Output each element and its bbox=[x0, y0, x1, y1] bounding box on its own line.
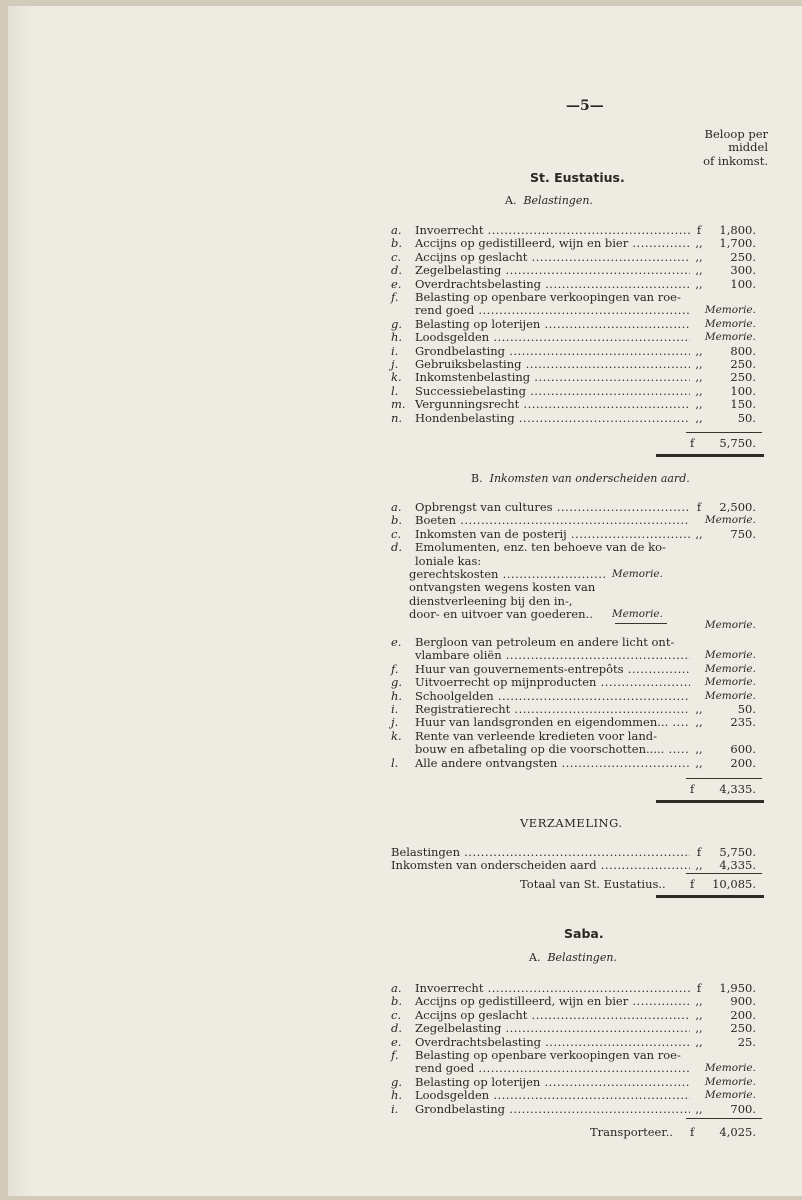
row-label: Accijns op geslacht ..... bbox=[415, 1009, 690, 1022]
row-currency: f bbox=[696, 223, 702, 237]
row-label: Successiebelasting ..... bbox=[415, 385, 690, 398]
row-value: 100. bbox=[730, 276, 756, 291]
summary-end-rule bbox=[656, 895, 764, 898]
row-letter: h. bbox=[391, 688, 403, 703]
eustatius-b2-row bbox=[391, 663, 762, 676]
row-label: Belasting op openbare verkoopingen van roe- bbox=[415, 290, 681, 304]
eustatius-a-row bbox=[391, 291, 762, 304]
row-currency: ,, bbox=[695, 702, 703, 716]
eustatius-a-row bbox=[391, 398, 762, 411]
subitem-value: Memorie. bbox=[611, 568, 663, 580]
row-value: 1,700. bbox=[719, 236, 756, 251]
summary-row bbox=[391, 859, 762, 872]
saba-a-row bbox=[391, 982, 762, 995]
row-label: Vergunningsrecht ..... bbox=[415, 398, 690, 411]
eustatius-title: St. Eustatius. bbox=[530, 170, 625, 185]
row-label: Overdrachtsbelasting ..... bbox=[415, 278, 690, 291]
row-currency: ,, bbox=[695, 1034, 703, 1049]
row-letter: j. bbox=[391, 357, 399, 371]
saba-a-row bbox=[391, 1036, 762, 1049]
saba-a-row bbox=[391, 1103, 762, 1116]
subitem-row bbox=[409, 568, 663, 581]
eustatius-b2-row bbox=[391, 690, 762, 703]
row-label: rend goed ..... bbox=[415, 304, 690, 317]
row-label: loniale kas: bbox=[415, 553, 482, 568]
subitem-label: dienstverleening bij den in-, bbox=[409, 593, 573, 608]
row-label: Invoerrecht ..... bbox=[415, 224, 690, 237]
eustatius-b-heading-letter: B. bbox=[471, 472, 483, 485]
summary-row-value: 5,750. bbox=[719, 845, 756, 859]
row-letter: g. bbox=[391, 316, 403, 331]
eustatius-a-row bbox=[391, 304, 762, 317]
row-value: 235. bbox=[730, 715, 756, 730]
summary-total-label: Totaal van St. Eustatius.. bbox=[520, 877, 666, 891]
row-value: 700. bbox=[730, 1101, 756, 1116]
saba-a-row bbox=[391, 1022, 762, 1035]
eustatius-b2-row bbox=[391, 757, 762, 770]
row-letter: i. bbox=[391, 702, 399, 716]
row-letter: l. bbox=[391, 383, 399, 398]
row-value: 100. bbox=[730, 383, 756, 398]
row-value: Memorie. bbox=[704, 1089, 756, 1102]
eustatius-b2-row bbox=[391, 676, 762, 689]
row-value: 800. bbox=[730, 343, 756, 358]
row-label: Belasting op loterijen ..... bbox=[415, 1076, 690, 1089]
row-currency: ,, bbox=[695, 994, 703, 1009]
row-currency: ,, bbox=[695, 263, 703, 278]
row-label: Grondbelasting ..... bbox=[415, 345, 690, 358]
subitem-label: gerechtskosten ..... bbox=[409, 568, 605, 581]
row-label: Loodsgelden ..... bbox=[415, 1089, 690, 1102]
eustatius-b-total-rule bbox=[686, 778, 762, 779]
row-label: Belasting op openbare verkoopingen van roe- bbox=[415, 1048, 681, 1062]
eustatius-b-total-cur: f bbox=[690, 782, 695, 796]
eustatius-b2-row bbox=[391, 703, 762, 716]
row-value: 900. bbox=[730, 994, 756, 1009]
row-label: Overdrachtsbelasting ..... bbox=[415, 1036, 690, 1049]
row-label: Huur van gouvernements-entrepôts ..... bbox=[415, 663, 690, 676]
eustatius-a-row bbox=[391, 224, 762, 237]
subitem-label: door- en uitvoer van goederen.. bbox=[409, 607, 593, 622]
eustatius-b-row bbox=[391, 528, 762, 541]
row-label: Accijns op gedistilleerd, wijn en bier ..... bbox=[415, 237, 690, 250]
saba-a-row bbox=[391, 1049, 762, 1062]
row-letter: m. bbox=[391, 397, 406, 412]
row-label: Accijns op geslacht ..... bbox=[415, 251, 690, 264]
row-value: 250. bbox=[730, 357, 756, 371]
row-letter: b. bbox=[391, 236, 403, 251]
saba-a-row bbox=[391, 1076, 762, 1089]
eustatius-b-row bbox=[391, 541, 762, 554]
row-label: rend goed ..... bbox=[415, 1062, 690, 1075]
row-currency: ,, bbox=[695, 383, 703, 398]
eustatius-a-row bbox=[391, 318, 762, 331]
row-currency: ,, bbox=[695, 343, 703, 358]
row-value: 600. bbox=[730, 742, 756, 757]
page-number: —5— bbox=[566, 98, 604, 114]
row-label: Uitvoerrecht op mijnproducten ..... bbox=[415, 676, 690, 689]
row-currency: ,, bbox=[695, 1007, 703, 1022]
column-header bbox=[688, 128, 768, 168]
saba-a-row bbox=[391, 1009, 762, 1022]
row-label: Hondenbelasting ..... bbox=[415, 412, 690, 425]
eustatius-a-row bbox=[391, 264, 762, 277]
saba-a-row bbox=[391, 1089, 762, 1102]
row-letter: a. bbox=[391, 223, 402, 237]
row-letter: i. bbox=[391, 343, 399, 358]
row-letter: c. bbox=[391, 249, 402, 264]
row-value: 25. bbox=[737, 1034, 756, 1049]
eustatius-b-row bbox=[391, 555, 762, 568]
row-value: Memorie. bbox=[704, 649, 756, 662]
row-letter: f. bbox=[391, 1048, 399, 1062]
row-label: Huur van landsgronden en eigendommen... ..... bbox=[415, 716, 690, 729]
row-value: Memorie. bbox=[704, 676, 756, 689]
row-currency: ,, bbox=[695, 715, 703, 730]
eustatius-a-heading-letter: A. bbox=[505, 194, 517, 207]
row-currency: ,, bbox=[695, 357, 703, 371]
row-label: Belasting op loterijen ..... bbox=[415, 318, 690, 331]
row-currency: ,, bbox=[695, 249, 703, 264]
row-label: Inkomsten van de posterij ..... bbox=[415, 528, 690, 541]
row-value: Memorie. bbox=[704, 514, 756, 527]
summary-total-rule bbox=[686, 873, 762, 874]
row-label: Zegelbelasting ..... bbox=[415, 1022, 690, 1035]
column-header-line-2: middel bbox=[728, 140, 768, 155]
row-label: Registratierecht ..... bbox=[415, 703, 690, 716]
row-letter: a. bbox=[391, 981, 402, 995]
row-label: Alle andere ontvangsten ..... bbox=[415, 757, 690, 770]
row-currency: f bbox=[696, 500, 702, 514]
summary-title: VERZAMELING. bbox=[520, 816, 623, 830]
saba-a-heading-text: Belastingen. bbox=[547, 951, 617, 964]
row-currency: ,, bbox=[695, 397, 703, 412]
row-value: 300. bbox=[730, 263, 756, 278]
row-value: 50. bbox=[737, 410, 756, 425]
row-letter: n. bbox=[391, 410, 403, 425]
row-letter: b. bbox=[391, 994, 403, 1009]
row-letter: e. bbox=[391, 1034, 402, 1049]
row-letter: g. bbox=[391, 675, 403, 690]
row-letter: f. bbox=[391, 661, 399, 676]
row-value: 200. bbox=[730, 755, 756, 770]
row-letter: j. bbox=[391, 715, 399, 730]
row-currency: ,, bbox=[695, 742, 703, 757]
row-currency: ,, bbox=[695, 755, 703, 770]
row-letter: h. bbox=[391, 1088, 403, 1103]
row-value: 1,800. bbox=[719, 223, 756, 237]
eustatius-a-row bbox=[391, 331, 762, 344]
row-letter: l. bbox=[391, 755, 399, 770]
row-letter: c. bbox=[391, 526, 402, 541]
eustatius-b-subtotal-rule bbox=[615, 623, 667, 624]
eustatius-b2-row bbox=[391, 716, 762, 729]
eustatius-b2-row bbox=[391, 730, 762, 743]
row-currency: ,, bbox=[695, 1021, 703, 1036]
transport-rule bbox=[686, 1118, 762, 1119]
row-letter: d. bbox=[391, 540, 403, 555]
row-value: Memorie. bbox=[704, 304, 756, 317]
row-label: Bergloon van petroleum en andere licht ont- bbox=[415, 635, 675, 649]
eustatius-b2-row bbox=[391, 743, 762, 756]
saba-a-row bbox=[391, 995, 762, 1008]
subitem-row bbox=[409, 581, 663, 594]
row-letter: f. bbox=[391, 290, 399, 304]
summary-row-value: 4,335. bbox=[719, 858, 756, 873]
eustatius-a-total-rule bbox=[686, 432, 762, 433]
eustatius-a-row bbox=[391, 412, 762, 425]
row-label: Accijns op gedistilleerd, wijn en bier ..... bbox=[415, 995, 690, 1008]
transport-cur: f bbox=[690, 1125, 695, 1139]
saba-a-row bbox=[391, 1062, 762, 1075]
eustatius-b-row bbox=[391, 501, 762, 514]
eustatius-b-total: 4,335. bbox=[719, 782, 756, 796]
page-gutter bbox=[8, 6, 32, 1196]
subitem-row bbox=[409, 608, 663, 621]
subitem-label: ontvangsten wegens kosten van bbox=[409, 580, 596, 595]
eustatius-b2-row bbox=[391, 636, 762, 649]
eustatius-a-row bbox=[391, 251, 762, 264]
row-value: Memorie. bbox=[704, 331, 756, 344]
document-page bbox=[8, 6, 802, 1196]
eustatius-a-total: 5,750. bbox=[719, 436, 756, 450]
summary-row-currency: f bbox=[696, 845, 702, 859]
row-letter: c. bbox=[391, 1007, 402, 1022]
row-currency: ,, bbox=[695, 526, 703, 541]
eustatius-b-subtotal: Memorie. bbox=[704, 619, 756, 631]
row-letter: e. bbox=[391, 276, 402, 291]
row-value: Memorie. bbox=[704, 1062, 756, 1075]
row-value: 750. bbox=[730, 526, 756, 541]
row-label: Emolumenten, enz. ten behoeve van de ko- bbox=[415, 540, 666, 555]
row-label: Zegelbelasting ..... bbox=[415, 264, 690, 277]
eustatius-b-heading-text: Inkomsten van onderscheiden aard. bbox=[489, 472, 690, 485]
row-label: Rente van verleende kredieten voor land- bbox=[415, 728, 657, 743]
summary-total: 10,085. bbox=[712, 877, 756, 891]
eustatius-a-end-rule bbox=[656, 454, 764, 457]
row-value: 250. bbox=[730, 249, 756, 264]
row-currency: ,, bbox=[695, 236, 703, 251]
row-label: bouw en afbetaling op die voorschotten..... ..... bbox=[415, 743, 690, 756]
transport-value: 4,025. bbox=[719, 1125, 756, 1139]
eustatius-a-row bbox=[391, 278, 762, 291]
row-currency: ,, bbox=[695, 410, 703, 425]
row-currency: ,, bbox=[695, 370, 703, 385]
transport-label: Transporteer.. bbox=[590, 1125, 673, 1139]
row-letter: h. bbox=[391, 330, 403, 345]
summary-row bbox=[391, 846, 762, 859]
row-label: Invoerrecht ..... bbox=[415, 982, 690, 995]
row-value: 250. bbox=[730, 1021, 756, 1036]
row-value: 250. bbox=[730, 370, 756, 385]
summary-row-label: Inkomsten van onderscheiden aard ..... bbox=[391, 859, 690, 872]
eustatius-a-row bbox=[391, 371, 762, 384]
row-letter: g. bbox=[391, 1074, 403, 1089]
row-letter: i. bbox=[391, 1101, 399, 1116]
saba-a-heading bbox=[529, 951, 617, 964]
row-currency: ,, bbox=[695, 1101, 703, 1116]
row-label: Gebruiksbelasting ..... bbox=[415, 358, 690, 371]
eustatius-a-row bbox=[391, 237, 762, 250]
saba-title: Saba. bbox=[564, 926, 604, 941]
column-header-line-3: of inkomst. bbox=[703, 153, 768, 168]
row-label: Inkomstenbelasting ..... bbox=[415, 371, 690, 384]
eustatius-a-row bbox=[391, 385, 762, 398]
row-label: Boeten ..... bbox=[415, 514, 690, 527]
row-value: 2,500. bbox=[719, 500, 756, 514]
row-letter: d. bbox=[391, 263, 403, 278]
row-label: Schoolgelden ..... bbox=[415, 690, 690, 703]
row-letter: a. bbox=[391, 500, 402, 514]
eustatius-b-end-rule bbox=[656, 800, 764, 803]
row-label: Loodsgelden ..... bbox=[415, 331, 690, 344]
row-value: Memorie. bbox=[704, 1075, 756, 1088]
row-label: Opbrengst van cultures ..... bbox=[415, 501, 690, 514]
eustatius-b2-row bbox=[391, 649, 762, 662]
row-currency: ,, bbox=[695, 276, 703, 291]
row-letter: e. bbox=[391, 635, 402, 649]
row-letter: d. bbox=[391, 1021, 403, 1036]
summary-row-label: Belastingen ..... bbox=[391, 846, 690, 859]
row-value: 200. bbox=[730, 1007, 756, 1022]
row-value: Memorie. bbox=[704, 662, 756, 675]
row-value: 50. bbox=[737, 702, 756, 716]
eustatius-a-heading-text: Belastingen. bbox=[523, 194, 593, 207]
row-value: 1,950. bbox=[719, 981, 756, 995]
eustatius-a-row bbox=[391, 345, 762, 358]
eustatius-a-total-cur: f bbox=[690, 436, 695, 450]
summary-row-currency: ,, bbox=[695, 858, 703, 873]
eustatius-b-row bbox=[391, 514, 762, 527]
eustatius-a-row bbox=[391, 358, 762, 371]
column-header-line-1: Beloop per bbox=[704, 127, 768, 141]
row-letter: k. bbox=[391, 370, 402, 385]
row-value: 150. bbox=[730, 397, 756, 412]
row-letter: k. bbox=[391, 728, 402, 743]
summary-total-cur: f bbox=[690, 877, 695, 891]
subitem-row bbox=[409, 595, 663, 608]
row-currency: f bbox=[696, 981, 702, 995]
row-value: Memorie. bbox=[704, 689, 756, 702]
row-letter: b. bbox=[391, 513, 403, 528]
eustatius-b-heading bbox=[471, 472, 690, 485]
saba-a-heading-letter: A. bbox=[529, 951, 541, 964]
row-label: vlambare oliën ..... bbox=[415, 649, 690, 662]
subitem-value: Memorie. bbox=[611, 608, 663, 621]
row-label: Grondbelasting ..... bbox=[415, 1103, 690, 1116]
row-value: Memorie. bbox=[704, 317, 756, 330]
eustatius-a-heading bbox=[505, 194, 593, 207]
